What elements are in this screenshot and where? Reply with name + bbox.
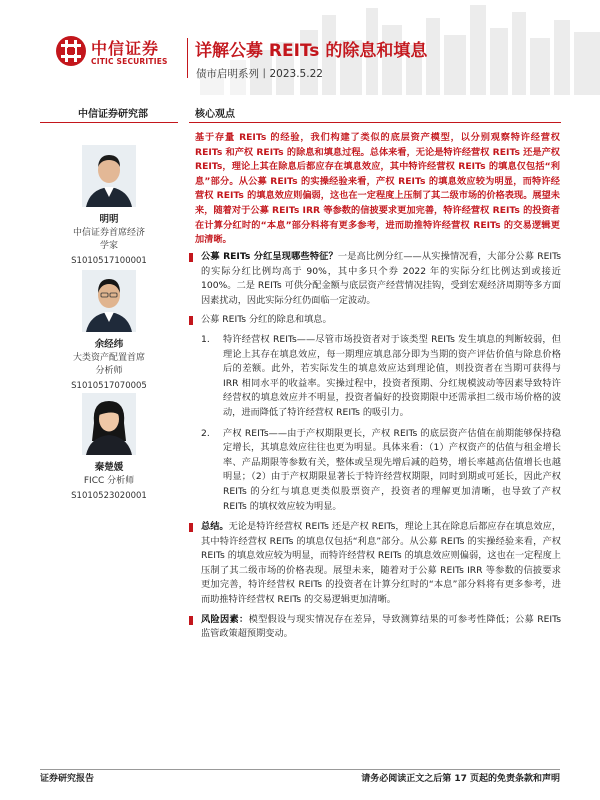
key-point <box>189 250 561 308</box>
report-header <box>0 0 600 95</box>
analyst-name: 余经纬 <box>94 339 124 350</box>
analyst-cert-number: S1010517070005 <box>71 381 147 391</box>
key-point <box>189 520 561 608</box>
numbered-item <box>199 333 561 421</box>
key-point-lead: 公募 REITs 分红呈现哪些特征？ <box>201 251 338 262</box>
footer-rule <box>40 769 560 770</box>
key-point-text: 一是高比例分红——从实操情况看，大部分公募 REITs 的实际分红比例均高于 90%，其中多只个券 2022 年的实际分红比例达到或接近 100%。二是 REITs 可供分配金额与底层资产经营情况挂钩，受到宏观经济周期等多方面因素扰动，因此实际分红仍面临一定波动。 <box>201 251 561 306</box>
analyst-title-line: 大类资产配置首席 <box>72 353 145 363</box>
header-divider <box>187 38 188 78</box>
citic-logo-icon <box>55 35 87 67</box>
analyst-title-line: FICC 分析师 <box>83 476 135 486</box>
bullet-marker <box>189 253 193 262</box>
analyst-photo <box>82 145 136 207</box>
right-heading-rule <box>189 122 561 123</box>
logo-english-text: CITIC SECURITIES <box>91 57 168 66</box>
footer-report-type: 证券研究报告 <box>40 774 95 784</box>
key-point-lead: 风险因素： <box>201 613 249 625</box>
analyst-cert-number: S1010517100001 <box>71 256 147 266</box>
key-point-lead: 总结。 <box>201 521 229 533</box>
analyst-photo <box>82 270 136 332</box>
item-number: 1. <box>201 333 210 345</box>
footer-disclaimer: 请务必阅读正文之后第 17 页起的免责条款和声明 <box>361 774 560 784</box>
analyst-card <box>40 145 178 268</box>
key-point <box>189 313 561 328</box>
analyst-title-line: 中信证券首席经济 <box>72 228 145 238</box>
report-series-date: 债市启明系列丨2023.5.22 <box>196 68 323 80</box>
key-point-text: 无论是特许经营权 REITs 还是产权 REITs，理论上其在除息后都应存在填息效应，其中特许经营权 REITs 的填息仅包括“利息”部分。从公募 REITs 的实操经验来看，产权 REITs 的填息效应较为明显，而特许经营权 REITs 的填息效应则偏弱，这也在一定程度上压制了其二级市场的价格表现。展望未来，随着对于公募 REITs IRR 等参数的信披要求更加完善，特许经营权 REITs 的投资者在计算分红时的“本息”部分料将有更多参考，进而助推特许经营权 REITs 的交易逻辑更加清晰。 <box>201 521 562 606</box>
bullet-marker <box>189 316 193 325</box>
key-point-text: 模型假设与现实情况存在差异，导致测算结果的可参考性降低；公募 REITs 监管政策超预期变动。 <box>201 613 562 640</box>
bullet-marker <box>189 523 193 532</box>
key-points-list <box>189 250 561 647</box>
core-view-summary: 基于存量 REITs 的经验，我们构建了类似的底层资产模型，以分别观察特许经营权 REITs 和产权 REITs 的除息和填息过程。总体来看，无论是特许经营权 REITs 还是产权 REITs，理论上其在除息后都应存在填息效应，其中特许经营权 REITs 的填息仅包括“利息”部分。从公募 REITs 的实操经验来看，产权 REITs 的填息效应较为明显，而特许经营权 REITs 的填息效应则偏弱，这也在一定程度上压制了其二级市场的价格表现。展望未来，随着对于公募 REITs IRR 等参数的信披要求更加完善，特许经营权 REITs 的投资者在计算分红时的“本息”部分料将有更多参考，进而助推特许经营权 REITs 的交易逻辑更加清晰。 <box>195 132 560 246</box>
analyst-cert-number: S1010523020001 <box>71 491 147 501</box>
core-view-heading: 核心观点 <box>195 109 235 120</box>
bullet-marker <box>189 616 193 625</box>
item-text: 产权 REITs——由于产权期限更长，产权 REITs 的底层资产估值在前期能够保持稳定增长，其填息效应往往也更为明显。具体来看：（1）产权资产的估值与租金增长率、产品期限等参数有关，整体或呈现先增后减的趋势，增长率越高估值增长也越明显；（2）由于产权期限显著长于特许经营权期限，同时到期或可延长，因此产权 REITs 的分红与填息更类似股票资产，投资者的理解更加清晰，也导致了产权 REITs 的填权效应较为明显。 <box>223 427 561 512</box>
item-number: 2. <box>201 427 210 439</box>
research-dept-heading: 中信证券研究部 <box>78 109 148 120</box>
analyst-name: 秦楚媛 <box>94 462 124 473</box>
analyst-card <box>40 270 178 393</box>
item-text: 特许经营权 REITs——尽管市场投资者对于该类型 REITs 发生填息的判断较弱，但理论上其存在填息效应，每一期理应填息部分即为当期的资产评估价值与除息价格后的差额。此外，若实际发生的填息效应达到理论值，则投资者在当期可获得与 IRR 相同水平的收益率。实操过程中，投资者预期、分红规模波动等因素导致特许经营权的填息效应并不明显，投资者偏好的投资期限中还需承担二级市场价格的波动，进而降低了特许经营权 REITs 的吸引力。 <box>223 333 561 418</box>
citic-logo <box>55 27 185 87</box>
numbered-item <box>199 427 561 515</box>
analyst-title-line: 学家 <box>99 241 118 251</box>
analyst-name: 明明 <box>99 214 119 225</box>
left-heading-rule <box>40 122 178 123</box>
analyst-title-line: 分析师 <box>95 366 123 376</box>
report-title: 详解公募 REITs 的除息和填息 <box>195 41 428 61</box>
analyst-card <box>40 393 178 503</box>
key-point-text: 公募 REITs 分红的除息和填息。 <box>201 314 332 326</box>
analyst-photo <box>82 393 136 455</box>
logo-chinese-text: 中信证券 <box>91 39 160 58</box>
key-point <box>189 613 561 642</box>
